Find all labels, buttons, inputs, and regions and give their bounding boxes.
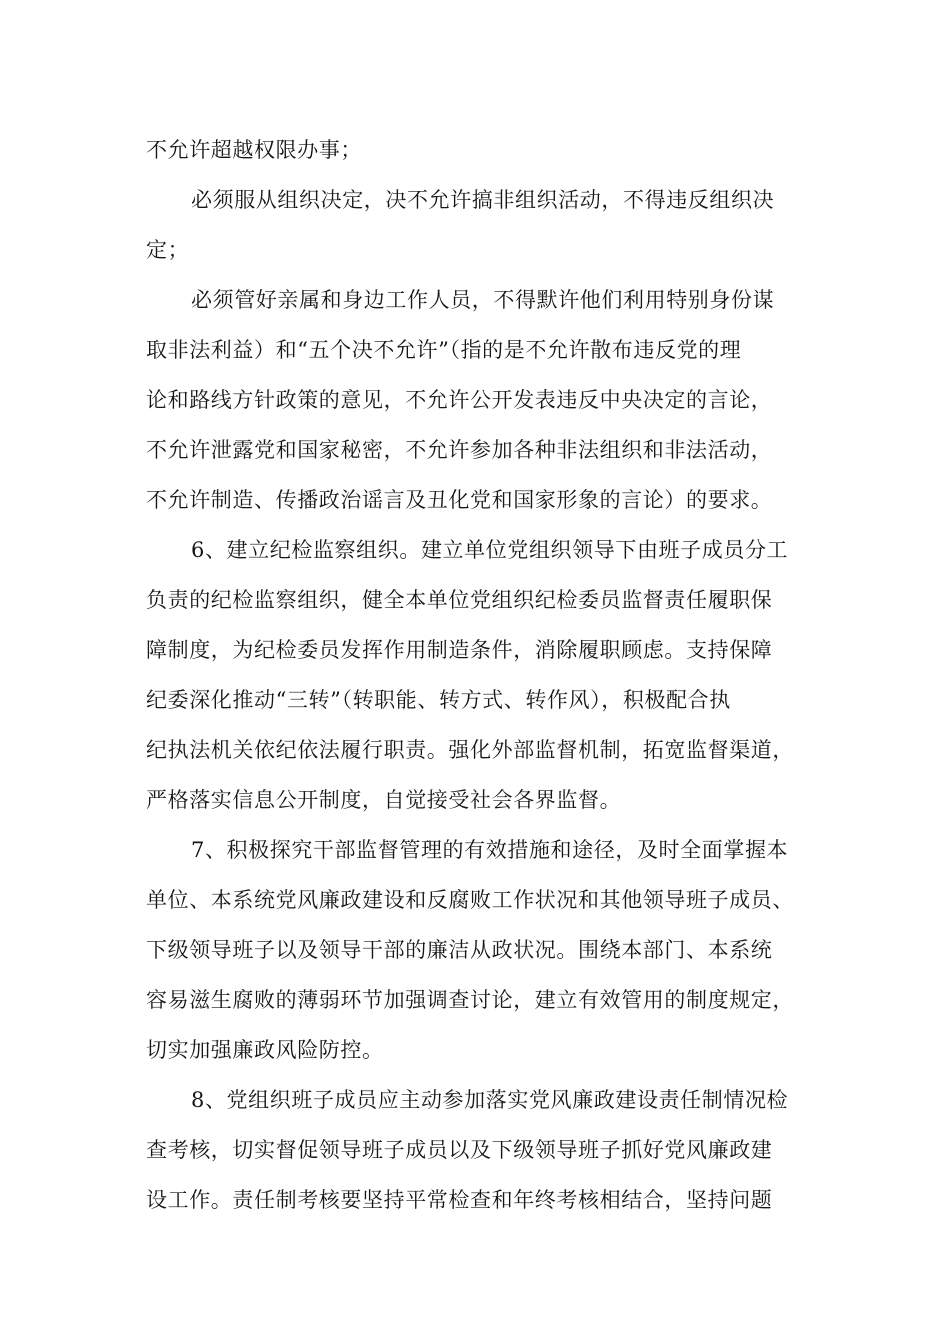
text-line: 下级领导班子以及领导干部的廉洁从政状况。围绕本部门、本系统 <box>146 938 773 962</box>
text-line: 容易滋生腐败的薄弱环节加强调查讨论，建立有效管用的制度规定， <box>146 988 794 1012</box>
text-line: 不允许制造、传播政治谣言及丑化党和国家形象的言论）的要求。 <box>146 488 773 512</box>
text-line: 查考核，切实督促领导班子成员以及下级领导班子抓好党风廉政建 <box>146 1138 773 1162</box>
text-line: 论和路线方针政策的意见，不允许公开发表违反中央决定的言论， <box>146 388 773 412</box>
text-line: 6、建立纪检监察组织。建立单位党组织领导下由班子成员分工 <box>191 538 789 562</box>
text-line: 负责的纪检监察组织，健全本单位党组织纪检委员监督责任履职保 <box>146 588 773 612</box>
text-line: 8、党组织班子成员应主动参加落实党风廉政建设责任制情况检 <box>191 1088 789 1112</box>
text-line: 纪委深化推动“三转”（转职能、转方式、转作风），积极配合执 <box>146 688 731 712</box>
text-line: 不允许超越权限办事； <box>146 138 362 162</box>
text-line: 切实加强廉政风险防控。 <box>146 1038 384 1062</box>
text-line: 设工作。责任制考核要坚持平常检查和年终考核相结合，坚持问题 <box>146 1188 773 1212</box>
text-line: 定； <box>146 238 190 262</box>
text-line: 严格落实信息公开制度，自觉接受社会各界监督。 <box>146 788 622 812</box>
text-line: 7、积极探究干部监督管理的有效措施和途径，及时全面掌握本 <box>191 838 789 862</box>
text-line: 单位、本系统党风廉政建设和反腐败工作状况和其他领导班子成员、 <box>146 888 794 912</box>
text-line: 必须管好亲属和身边工作人员，不得默许他们利用特别身份谋 <box>191 288 775 312</box>
text-line: 必须服从组织决定，决不允许搞非组织活动，不得违反组织决 <box>191 188 775 212</box>
text-line: 障制度，为纪检委员发挥作用制造条件，消除履职顾虑。支持保障 <box>146 638 773 662</box>
text-line: 取非法利益）和“五个决不允许”（指的是不允许散布违反党的理 <box>146 338 742 362</box>
text-line: 纪执法机关依纪依法履行职责。强化外部监督机制，拓宽监督渠道， <box>146 738 794 762</box>
text-line: 不允许泄露党和国家秘密，不允许参加各种非法组织和非法活动， <box>146 438 773 462</box>
